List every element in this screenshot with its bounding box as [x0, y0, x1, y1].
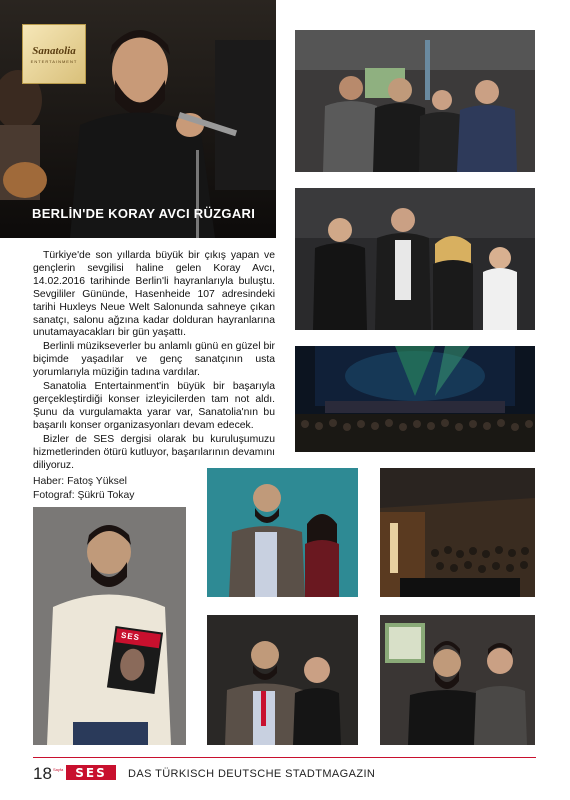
article-paragraph: Sanatolia Entertainment'in büyük bir başarıyla gerçekleştirdiği konser izleyicilerden tam not aldı. Şunu da vurgulamakta yarar var, Sanatolia'nın bu başarılı konser organizasyonları devam edecek. [33, 381, 275, 431]
group-photo-2 [295, 188, 535, 330]
fan-photo-2 [207, 615, 358, 745]
concert-photo-1 [295, 346, 535, 452]
news-credit: Haber: Fatoş Yüksel [33, 476, 127, 487]
sanatolia-logo [22, 24, 86, 84]
article-body [33, 250, 275, 473]
hero-photo [0, 0, 276, 238]
article-paragraph: Bizler de SES dergisi olarak bu kuruluşumuzu hizmetlerinden ötürü kutluyor, başarılarının devamını diliyoruz. [33, 433, 275, 471]
article-paragraph: Türkiye'de son yıllarda büyük bir çıkış yapan ve gençlerin sevgilisi haline gelen Koray Avcı, 14.02.2016 tarihinde Berlin'li hayranlarıyla buluştu. Sevgililer Gününde, Hasenheide 107 adresindeki tarihi Huxleys Neue Welt Salonunda sahneye çıkan sanatçı, salonu ağzına kadar dolduran hayranlarına unutamayacakları bir gün yaşattı. [33, 250, 275, 339]
logo-subtitle: ENTERTAINMENT [30, 58, 78, 64]
ses-logo: SES [66, 765, 116, 780]
photo-credit: Fotograf: Şükrü Tokay [33, 489, 135, 501]
artist-with-magazine-photo [33, 507, 186, 745]
group-photo-1 [295, 30, 535, 172]
page-number: 18 [33, 764, 52, 783]
artist-with-fan-photo [380, 615, 535, 745]
credits [33, 475, 134, 502]
magazine-cover-logo: SES [120, 630, 141, 643]
magazine-tagline: DAS TÜRKISCH DEUTSCHE STADTMAGAZIN [128, 768, 376, 780]
logo-name: Sanatolia [32, 44, 76, 57]
article-paragraph: Berlinli müzikseverler bu anlamlı günü en güzel bir biçimde yaşadılar ve genç sanatçının usta yorumlarıyla müziğin tadına vardılar. [33, 341, 275, 379]
footer-rule [33, 757, 536, 758]
article-headline: BERLİN'DE KORAY AVCI RÜZGARI [32, 206, 256, 221]
concert-photo-2 [380, 468, 535, 597]
page-label: Sayfa [53, 767, 64, 772]
fan-photo-1 [207, 468, 358, 597]
